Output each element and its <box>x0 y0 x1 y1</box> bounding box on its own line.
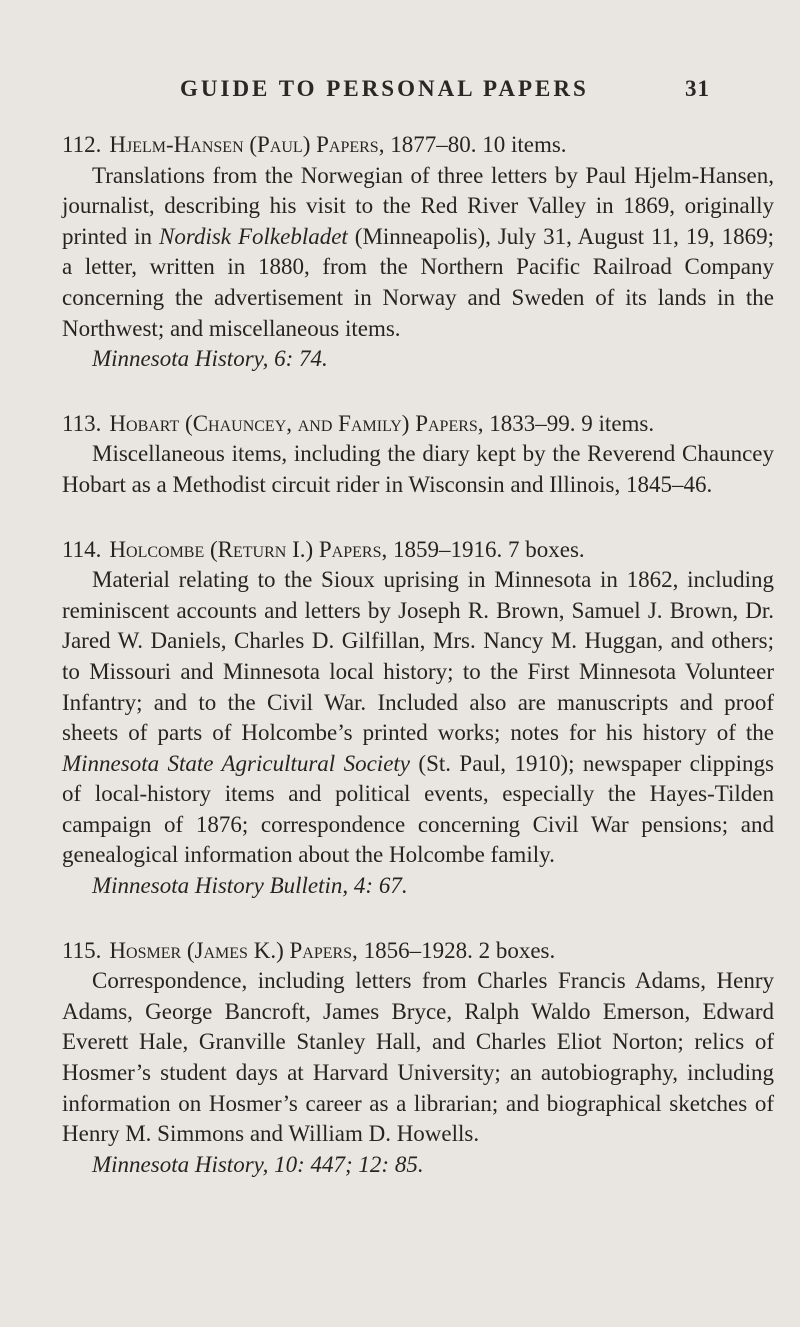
description-text: (St. Paul, 1910); newspaper clippings of local-history items and political events, especially the Hayes-Tilden campaign of 1876; correspondence concerning Civil War pensions; and genealogical information about the Holcombe family. <box>62 750 774 868</box>
entry-heading <box>62 130 774 161</box>
running-head-title: GUIDE TO PERSONAL PAPERS <box>180 76 589 101</box>
description-italic: Nordisk Folkebladet <box>159 223 348 249</box>
entry-citation <box>62 871 774 902</box>
description-text: Material relating to the Sioux uprising in Minnesota in 1862, including reminiscent accounts and letters by Joseph R. Brown, Samuel J. Brown, Dr. Jared W. Daniels, Charles D. Gilfillan, Mrs. Nancy M. Huggan, and others; to Missouri and Minnesota local history; to the First Minnesota Volunteer Infantry; and to the Civil War. Included also are manuscripts and proof sheets of parts of Holcombe’s printed works; notes for his history of the <box>62 567 774 746</box>
entry-112 <box>62 130 774 375</box>
description-text: Correspondence, including letters from Charles Francis Adams, Henry Adams, George Bancroft, James Bryce, Ralph Waldo Emerson, Edward Everett Hale, Granville Stanley Hall, and Charles Eliot Norton; relics of Hosmer’s student days at Harvard University; an autobiography, including information on Hosmer’s career as a librarian; and biographical sketches of Henry M. Simmons and William D. Howells. <box>62 968 774 1147</box>
description-italic: Minnesota State Agricultural Society <box>62 750 411 776</box>
entry-dates-extent: 1877–80. 10 items. <box>390 132 567 157</box>
citation-ref: 6: 74. <box>274 346 328 372</box>
entry-number: 112. <box>62 132 102 157</box>
entry-name: Hosmer (James K.) Papers, <box>109 937 358 963</box>
entry-citation <box>62 1150 774 1181</box>
entry-heading <box>62 936 774 967</box>
citation-title: Minnesota History, <box>92 1151 269 1177</box>
citation-ref: 4: 67. <box>353 873 408 899</box>
citation-ref: 10: 447; 12: 85. <box>274 1151 424 1177</box>
entry-dates-extent: 1856–1928. 2 boxes. <box>363 937 556 963</box>
entry-115 <box>62 936 774 1181</box>
entry-heading <box>62 409 774 440</box>
entry-name: Hjelm-Hansen (Paul) Papers, <box>109 132 385 157</box>
entry-description <box>62 439 774 500</box>
entry-number: 114. <box>62 536 102 562</box>
citation-title: Minnesota History, <box>92 346 269 372</box>
entry-citation <box>62 344 774 375</box>
entry-dates-extent: 1859–1916. 7 boxes. <box>392 536 585 562</box>
entry-name: Hobart (Chauncey, and Family) Papers, <box>109 410 484 436</box>
entry-description <box>62 161 774 345</box>
entries-list <box>62 130 774 1214</box>
page-number: 31 <box>685 76 710 101</box>
description-text: (Minneapolis), July 31, August 11, 19, 1869; a letter, written in 1880, from the Northern Pacific Railroad Company concerning the advertisement in Norway and Sweden of its lands in the Northwest; and miscellaneous items. <box>62 223 775 341</box>
entry-number: 113. <box>62 410 102 436</box>
entry-heading <box>62 535 774 566</box>
entry-description <box>62 966 774 1150</box>
entry-114 <box>62 535 774 902</box>
entry-number: 115. <box>62 937 102 963</box>
entry-113 <box>62 409 774 501</box>
description-text: Translations from the Norwegian of three letters by Paul Hjelm-Hansen, journalist, describing his visit to the Red River Valley in 1869, originally printed in <box>62 162 774 249</box>
entry-dates-extent: 1833–99. 9 items. <box>489 410 655 436</box>
entry-name: Holcombe (Return I.) Papers, <box>109 536 388 562</box>
citation-title: Minnesota History Bulletin, <box>92 873 349 899</box>
description-text: Miscellaneous items, including the diary kept by the Reverend Chauncey Hobart as a Methodist circuit rider in Wisconsin and Illinois, 1845–46. <box>62 441 774 497</box>
entry-description <box>62 565 774 871</box>
